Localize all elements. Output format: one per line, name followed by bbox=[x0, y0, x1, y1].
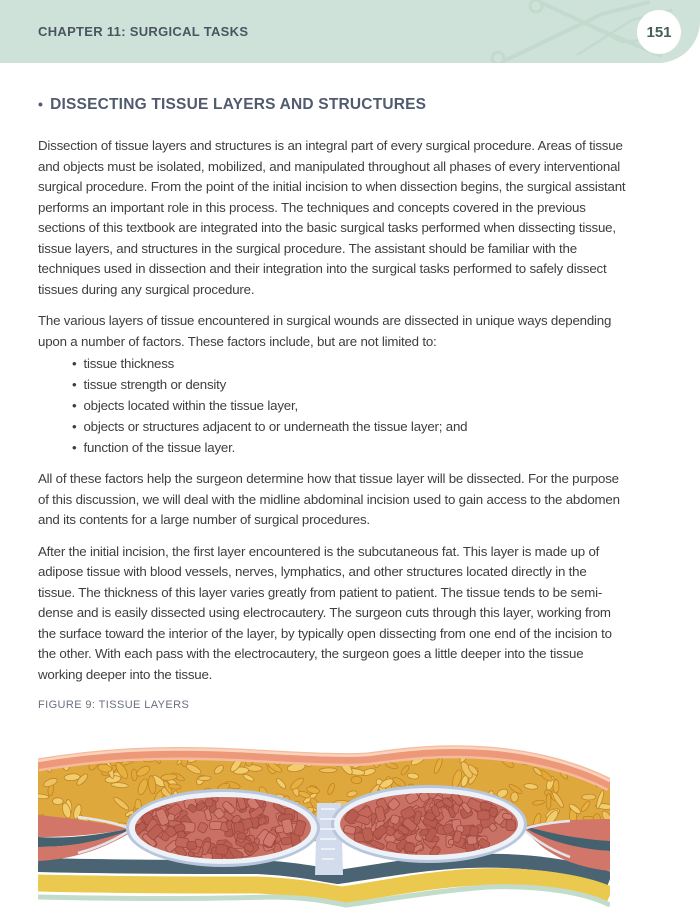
list-item: • tissue strength or density bbox=[72, 374, 662, 395]
list-item: • function of the tissue layer. bbox=[72, 437, 662, 458]
figure-caption: FIGURE 9: TISSUE LAYERS bbox=[38, 699, 190, 711]
tissue-layers-illustration bbox=[38, 745, 662, 913]
page-content bbox=[0, 96, 700, 913]
paragraph-factors-intro: The various layers of tissue encountered in surgical wounds are dissected in unique ways depending upon a number of factors. These factors include, but are not limited to: bbox=[38, 313, 612, 349]
section-heading-text: DISSECTING TISSUE LAYERS AND STRUCTURES bbox=[50, 96, 427, 113]
paragraph-dissection-intro: Dissection of tissue layers and structures is an integral part of every surgical procedure. Areas of tissue and objects must be isolated, mobilized, and manipulated throughout all phases of every interventional surgical procedure. From the point of the initial incision to when dissection begins, the surgical assistant performs an important role in this process. The techniques and concepts covered in the previous sections of this textbook are integrated into the basic surgical tasks performed when dissecting tissue, tissue layers, and structures in the surgical procedure. The assistant should be familiar with the techniques used in dissection and their integration into the surgical tasks performed to safely dissect tissues during any surgical procedure. bbox=[38, 138, 626, 297]
chapter-title: CHAPTER 11: SURGICAL TASKS bbox=[38, 24, 249, 39]
page-number-badge bbox=[637, 10, 681, 54]
paragraph-subcutaneous-fat: After the initial incision, the first layer encountered is the subcutaneous fat. This layer is made up of adipose tissue with blood vessels, nerves, lymphatics, and other structures located directly in the tissue. The thickness of this layer varies greatly from patient to patient. The tissue tends to be semi-dense and is easily dissected using electrocautery. The surgeon cuts through this layer, working from the surface toward the interior of the layer, by typically open dissecting from one end of the incision to the other. With each pass with the electrocautery, the surgeon goes a little deeper into the tissue working deeper into the tissue. bbox=[38, 543, 612, 682]
tissue-layers-diagram bbox=[38, 745, 610, 913]
rectus-muscle-left bbox=[126, 789, 320, 867]
chapter-header bbox=[0, 0, 700, 63]
list-item: • objects located within the tissue layer, bbox=[72, 395, 662, 416]
section-heading bbox=[38, 96, 662, 114]
heading-bullet-icon: • bbox=[38, 96, 44, 112]
page-number: 151 bbox=[646, 23, 672, 41]
rectus-muscle-right bbox=[331, 785, 527, 863]
paragraph-surgeon-determination: All of these factors help the surgeon determine how that tissue layer will be dissected. For the purpose of this discussion, we will deal with the midline abdominal incision used to gain access to the abdomen and its contents for a large number of surgical procedures. bbox=[38, 471, 620, 527]
list-item: • objects or structures adjacent to or underneath the tissue layer; and bbox=[72, 416, 662, 437]
factors-list bbox=[38, 353, 662, 458]
list-item: • tissue thickness bbox=[72, 353, 662, 374]
